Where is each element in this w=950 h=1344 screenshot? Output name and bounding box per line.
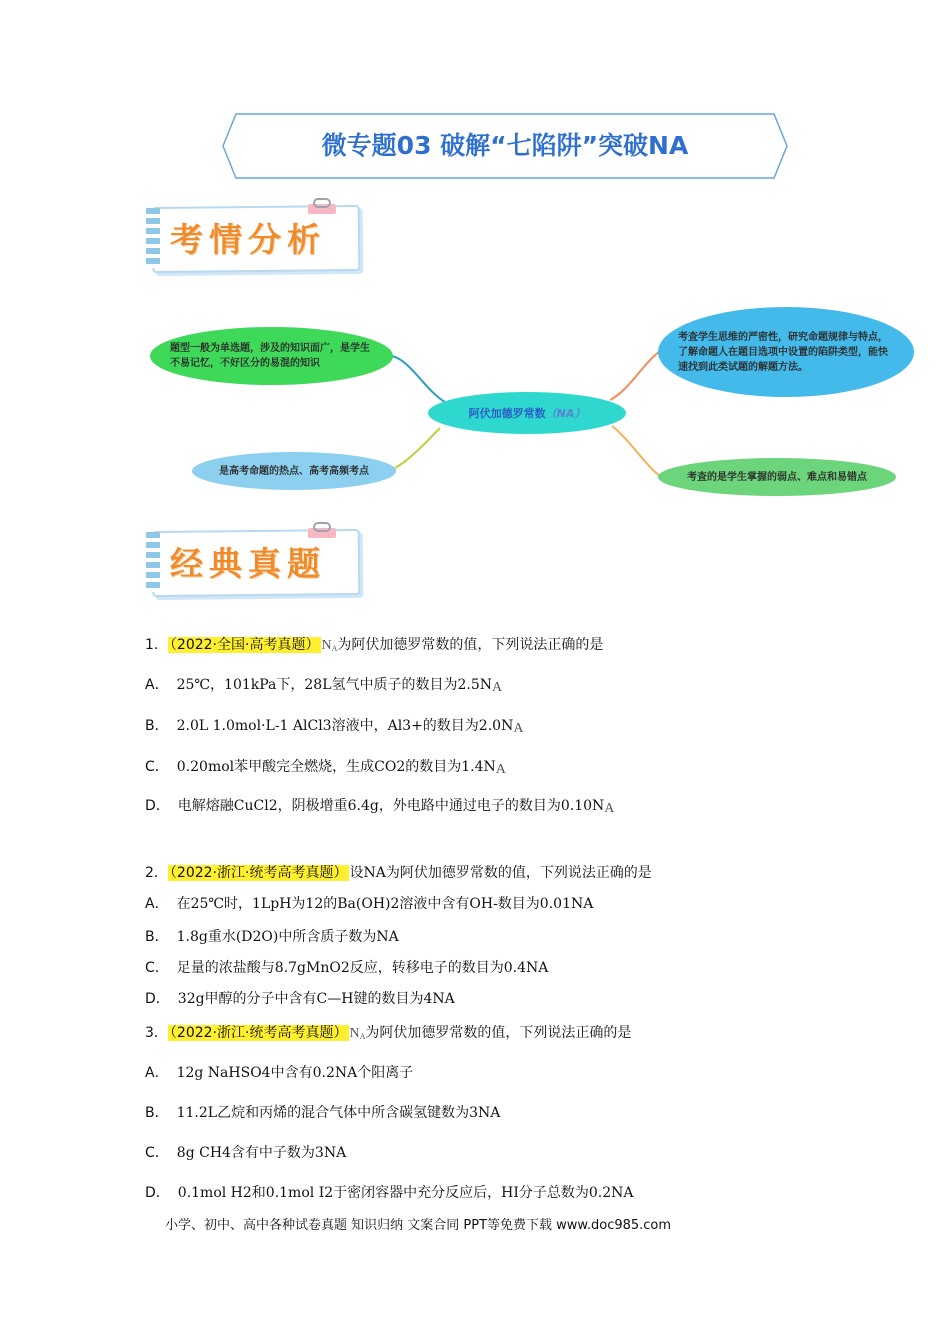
footer-note: 小学、初中、高中各种试卷真题 知识归纳 文案合同 PPT等免费下载 www.doc985.com	[165, 1218, 672, 1233]
question-number: 2．	[145, 865, 168, 881]
option-text: 8g CH4含有中子数为3NA	[176, 1145, 347, 1161]
option-letter: C．	[145, 960, 169, 976]
question-3-option-c	[145, 1142, 346, 1162]
mind-node-center-text: 阿伏加德罗常数	[468, 406, 546, 420]
option-text: 2.0L 1.0mol·L-1 AlCl3溶液中，Al3+的数目为2.0N	[176, 718, 514, 734]
question-source: （2022·浙江·统考高考真题）	[169, 1025, 348, 1041]
option-text: 12g NaHSO4中含有0.2NA个阳离子	[176, 1065, 414, 1081]
option-letter: B．	[145, 929, 169, 945]
question-1-option-c: C． 0.20mol苯甲酸完全燃烧，生成CO2的数目为1.4NA	[145, 759, 506, 777]
option-text: 足量的浓盐酸与8.7gMnO2反应，转移电子的数目为0.4NA	[176, 960, 549, 976]
option-letter: D．	[145, 1185, 170, 1201]
section-label-analysis: 考情分析	[170, 220, 326, 259]
option-text: 0.1mol H2和0.1mol I2于密闭容器中充分反应后，HI分子总数为0.2NA	[177, 1185, 634, 1201]
question-2-stem	[145, 862, 652, 882]
question-number: 1．	[145, 637, 168, 653]
paperclip-icon	[304, 198, 340, 218]
question-1-option-a: A． 25℃，101kPa下，28L氢气中质子的数目为2.5NA	[145, 677, 503, 695]
mind-node-hot-topic	[192, 452, 396, 490]
page-title: 微专题03 破解“七陷阱”突破NA	[321, 131, 689, 160]
option-letter: C．	[145, 1145, 169, 1161]
question-1-option-b: B． 2.0L 1.0mol·L-1 AlCl3溶液中，Al3+的数目为2.0NA	[145, 718, 524, 736]
mind-node-rigor-text: 考查学生思维的严密性，研究命题规律与特点，了解命题人在题目选项中设置的陷阱类型，能快速找到此类试题的解题方法。	[678, 331, 888, 373]
mind-node-question-type-text: 题型一般为单选题，涉及的知识面广，是学生不易记忆，不好区分的易混的知识	[170, 343, 370, 369]
option-letter: A．	[145, 1065, 169, 1081]
question-stem-text: 为阿伏加德罗常数的值，下列说法正确的是	[337, 637, 604, 653]
question-1-stem: 1． （2022·全国·高考真题） $N_A$为阿伏加德罗常数的值，下列说法正确的是	[145, 637, 604, 653]
question-3-option-a	[145, 1062, 413, 1082]
option-letter: B．	[145, 1105, 169, 1121]
question-2-option-d	[145, 988, 455, 1008]
question-source: （2022·浙江·统考高考真题）	[169, 865, 348, 881]
option-text: 1.8g重水(D2O)中所含质子数为NA	[176, 929, 399, 945]
option-letter: A．	[145, 896, 169, 912]
mind-node-center-na: （NA）	[545, 406, 586, 420]
option-text: 在25℃时，1LpH为12的Ba(OH)2溶液中含有OH-数目为0.01NA	[176, 896, 594, 912]
mind-node-hot-topic-text: 是高考命题的热点、高考高频考点	[219, 465, 369, 477]
option-text: 25℃，101kPa下，28L氢气中质子的数目为2.5N	[176, 677, 493, 693]
question-number: 3．	[145, 1025, 168, 1041]
option-letter: C．	[145, 759, 169, 775]
option-text: 0.20mol苯甲酸完全燃烧，生成CO2的数目为1.4N	[176, 759, 496, 775]
option-letter: D．	[145, 798, 170, 814]
question-stem-text: 设NA为阿伏加德罗常数的值，下列说法正确的是	[349, 865, 652, 881]
option-letter: B．	[145, 718, 169, 734]
mind-node-question-type	[150, 327, 393, 385]
mind-node-weak-points	[658, 458, 896, 496]
option-letter: D．	[145, 991, 170, 1007]
section-header-real-exam	[146, 522, 361, 604]
option-text: 电解熔融CuCl2，阴极增重6.4g，外电路中通过电子的数目为0.10N	[177, 798, 605, 814]
option-text: 11.2L乙烷和丙烯的混合气体中所含碳氢键数为3NA	[176, 1105, 501, 1121]
option-letter: A．	[145, 677, 169, 693]
question-2-option-a	[145, 893, 593, 913]
question-stem-text: 为阿伏加德罗常数的值，下列说法正确的是	[365, 1025, 632, 1041]
mind-node-center	[428, 392, 626, 434]
option-text: 32g甲醇的分子中含有C—H键的数目为4NA	[177, 991, 455, 1007]
question-source: （2022·全国·高考真题）	[169, 637, 320, 653]
notebook-stripe	[146, 532, 160, 592]
paperclip-icon	[304, 522, 340, 542]
section-header-analysis	[146, 198, 361, 280]
question-2-option-b	[145, 926, 399, 946]
title-banner	[222, 113, 788, 179]
question-3-stem: 3． （2022·浙江·统考高考真题） $N_A$为阿伏加德罗常数的值，下列说法正确的是	[145, 1025, 632, 1041]
question-3-option-b	[145, 1102, 500, 1122]
mind-map	[140, 300, 930, 510]
notebook-stripe	[146, 208, 160, 268]
question-2-option-c	[145, 957, 548, 977]
mind-node-weak-points-text: 考查的是学生掌握的弱点、难点和易错点	[687, 471, 867, 483]
question-3-option-d	[145, 1182, 634, 1202]
section-label-real-exam: 经典真题	[170, 544, 326, 583]
question-1-option-d: D． 电解熔融CuCl2，阴极增重6.4g，外电路中通过电子的数目为0.10NA	[145, 798, 615, 816]
mind-node-rigor	[658, 307, 914, 397]
